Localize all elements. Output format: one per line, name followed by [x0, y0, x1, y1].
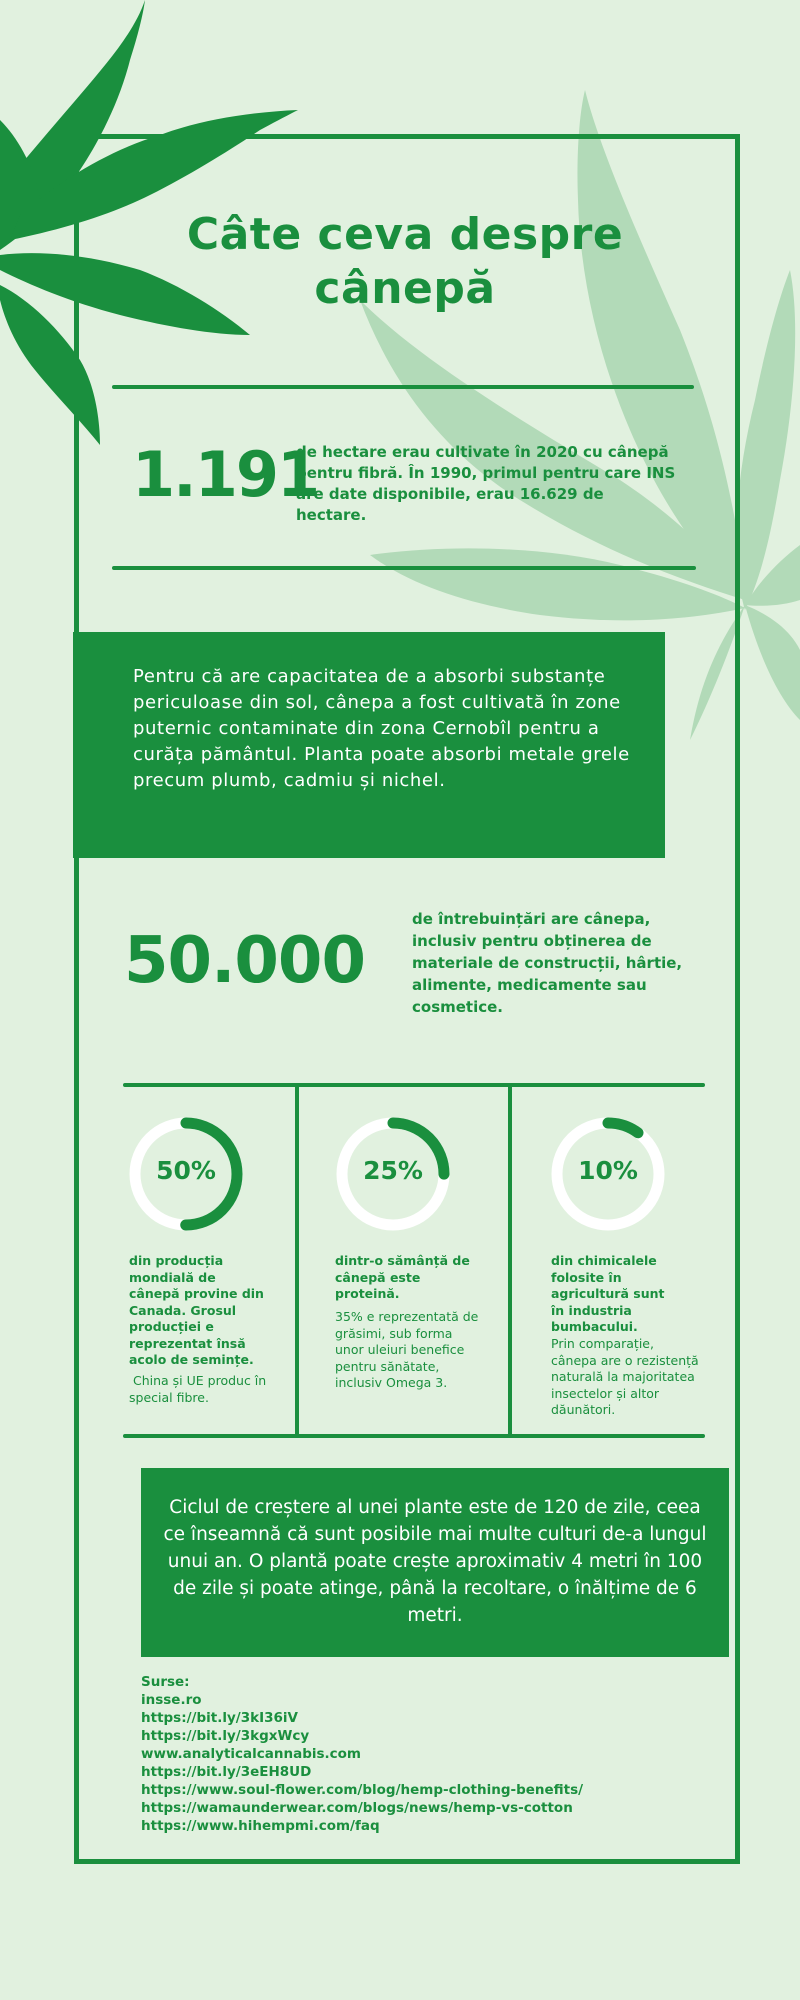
fact2-description: de întrebuințări are cânepa, inclusiv pentru obținerea de materiale de construcții, hârtie, alimente, medicamente sau cosmetice.	[412, 910, 683, 1016]
growth-cycle-box	[141, 1468, 729, 1657]
source-item[interactable]: https://www.hihempmi.com/faq	[141, 1818, 380, 1834]
source-item[interactable]: https://bit.ly/3eEH8UD	[141, 1764, 312, 1780]
stats-bottom-line	[123, 1434, 705, 1438]
source-item[interactable]: https://bit.ly/3kgxWcy	[141, 1728, 310, 1744]
stat-1-note: China și UE produc în special fibre.	[129, 1373, 271, 1405]
sources-heading: Surse:	[141, 1674, 190, 1690]
stat-1-bold-text: din producția mondială de cânepă provine din Canada. Grosul producției e reprezentat însă acolo de semințe.	[129, 1253, 264, 1367]
divider-top	[112, 385, 694, 389]
stat-2-percent: 25%	[363, 1156, 423, 1185]
title-line-1: Câte ceva despre	[186, 209, 624, 260]
title-line-2: cânepă	[314, 263, 496, 314]
stats-divider-2	[508, 1085, 512, 1436]
divider-middle	[112, 566, 696, 570]
source-item[interactable]: https://www.soul-flower.com/blog/hemp-clothing-benefits/	[141, 1782, 584, 1798]
source-item[interactable]: https://bit.ly/3kI36iV	[141, 1710, 298, 1726]
source-item[interactable]: https://wamaunderwear.com/blogs/news/hemp-vs-cotton	[141, 1800, 573, 1816]
source-item[interactable]: insse.ro	[141, 1692, 202, 1708]
fact2-number: 50.000	[124, 924, 365, 998]
stat-3-note: Prin comparație, cânepa are o rezistență naturală la majoritatea insectelor și altor dăunători.	[551, 1336, 699, 1417]
contamination-text: Pentru că are capacitatea de a absorbi substanțe periculoase din sol, cânepa a fost cultivată în zone puternic contaminate din zona Cernobîl pentru a curăța pământul. Planta poate absorbi metale grele precum plumb, cadmiu și nichel.	[133, 666, 630, 791]
stat-3-bold-text: din chimicalele folosite în agricultură sunt în industria bumbacului.	[551, 1253, 665, 1334]
stat-3-percent: 10%	[578, 1156, 638, 1185]
sources-list	[141, 1673, 583, 1835]
stat-2-bold-text: dintr-o sămânță de cânepă este proteină.	[335, 1253, 470, 1301]
growth-cycle-text: Ciclul de creștere al unei plante este de 120 de zile, ceea ce înseamnă că sunt posibile mai multe culturi de-a lungul unui an. O plantă poate crește aproximativ 4 metri în 100 de zile și poate atinge, până la recoltare, o înălțime de 6 metri.	[163, 1497, 707, 1626]
stat-2-note: 35% e reprezentată de grăsimi, sub forma unor uleiuri benefice pentru sănătate, inclusiv Omega 3.	[335, 1309, 479, 1390]
source-item[interactable]: www.analyticalcannabis.com	[141, 1746, 362, 1762]
fact1-description: de hectare erau cultivate în 2020 cu cânepă pentru fibră. În 1990, primul pentru care INS are date disponibile, erau 16.629 de hectare.	[296, 443, 676, 524]
fact1-number: 1.191	[132, 438, 319, 511]
stats-top-line	[123, 1083, 705, 1087]
stat-1-percent: 50%	[156, 1156, 216, 1185]
page-title	[140, 208, 670, 316]
contamination-info-box	[73, 632, 665, 858]
stats-divider-1	[295, 1085, 299, 1436]
